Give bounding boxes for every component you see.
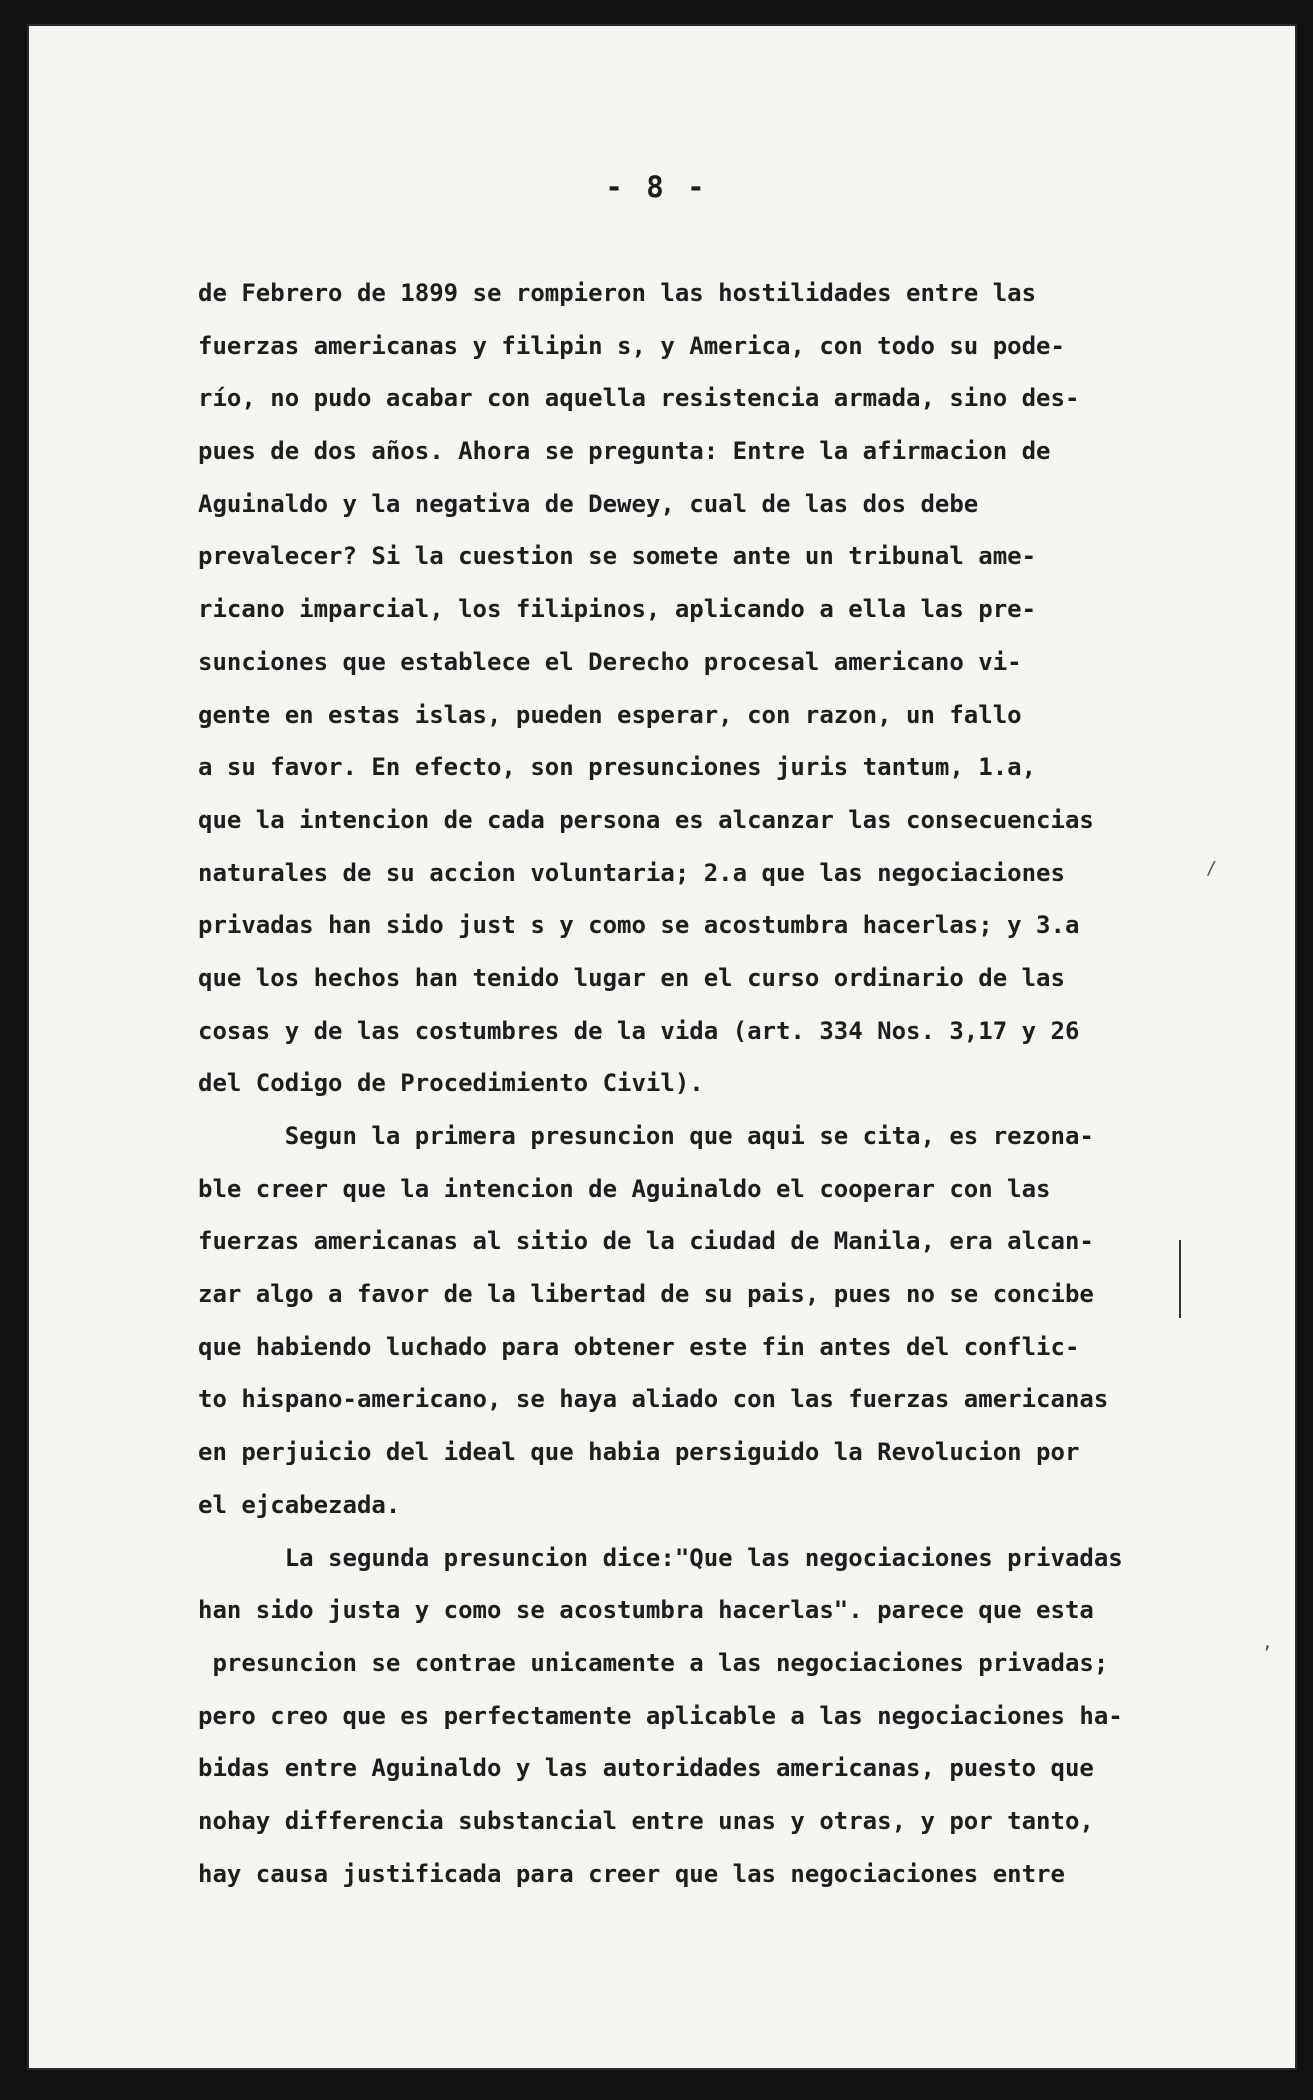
- text-line: cosas y de las costumbres de la vida (art. 334 Nos. 3,17 y 26: [198, 1016, 1080, 1045]
- text-line: privadas han sido just s y como se acostumbra hacerlas; y 3.a: [198, 911, 1080, 940]
- text-line: del Codigo de Procedimiento Civil).: [198, 1069, 704, 1098]
- text-line: pero creo que es perfectamente aplicable a las negociaciones ha-: [198, 1701, 1123, 1730]
- text-line: que los hechos han tenido lugar en el curso ordinario de las: [198, 963, 1065, 992]
- text-line: en perjuicio del ideal que habia persiguido la Revolucion por: [198, 1438, 1080, 1467]
- text-line: de Febrero de 1899 se rompieron las hostilidades entre las: [198, 279, 1037, 307]
- text-line: to hispano-americano, se haya aliado con las fuerzas americanas: [198, 1385, 1109, 1414]
- text-line: fuerzas americanas al sitio de la ciudad de Manila, era alcan-: [198, 1227, 1094, 1256]
- text-line: fuerzas americanas y filipin s, y America, con todo su pode-: [198, 331, 1065, 360]
- text-line: prevalecer? Si la cuestion se somete ante un tribunal ame-: [198, 542, 1037, 571]
- page-number: - 8 -: [605, 170, 708, 204]
- text-line: zar algo a favor de la libertad de su pais, pues no se concibe: [198, 1280, 1094, 1309]
- text-line: el ejcabezada.: [198, 1490, 401, 1519]
- text-line: a su favor. En efecto, son presunciones juris tantum, 1.a,: [198, 753, 1037, 782]
- text-line: sunciones que establece el Derecho procesal americano vi-: [198, 647, 1022, 676]
- body-text: [198, 267, 1188, 1900]
- text-line: ble creer que la intencion de Aguinaldo el cooperar con las: [198, 1174, 1051, 1203]
- text-line: gente en estas islas, pueden esperar, con razon, un fallo: [198, 700, 1022, 729]
- text-line: naturales de su accion voluntaria; 2.a que las negociaciones: [198, 858, 1065, 887]
- text-line: han sido justa y como se acostumbra hacerlas". parece que esta: [198, 1596, 1094, 1625]
- text-line: hay causa justificada para creer que las negociaciones entre: [198, 1859, 1065, 1888]
- text-line: Aguinaldo y la negativa de Dewey, cual de las dos debe: [198, 489, 979, 518]
- stray-ink-mark: ,: [1262, 1632, 1273, 1653]
- text-line: río, no pudo acabar con aquella resistencia armada, sino des-: [198, 384, 1080, 413]
- text-line: Segun la primera presuncion que aqui se cita, es rezona-: [198, 1122, 1094, 1150]
- text-line: presuncion se contrae unicamente a las negociaciones privadas;: [198, 1648, 1109, 1677]
- text-line: que habiendo luchado para obtener este fin antes del conflic-: [198, 1332, 1080, 1361]
- text-line: La segunda presuncion dice:"Que las negociaciones privadas: [198, 1543, 1123, 1572]
- text-line: pues de dos años. Ahora se pregunta: Entre la afirmacion de: [198, 437, 1051, 466]
- stray-ink-mark: /: [1206, 858, 1217, 879]
- text-line: que la intencion de cada persona es alcanzar las consecuencias: [198, 805, 1094, 834]
- text-line: nohay differencia substancial entre unas y otras, y por tanto,: [198, 1806, 1094, 1835]
- text-line: bidas entre Aguinaldo y las autoridades americanas, puesto que: [198, 1754, 1094, 1783]
- text-line: ricano imparcial, los filipinos, aplicando a ella las pre-: [198, 595, 1037, 624]
